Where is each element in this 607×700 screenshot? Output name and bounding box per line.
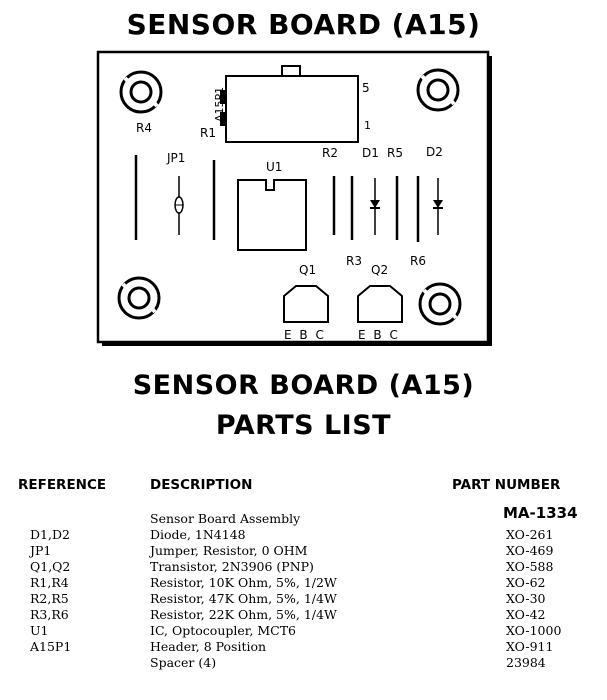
cell-part-number: MA-1334 [503, 504, 578, 522]
label-q2: Q2 [371, 263, 389, 277]
table-row [0, 655, 607, 671]
transistor-q2 [358, 286, 402, 322]
cell-reference: R3,R6 [30, 607, 69, 622]
label-q2-pins: E B C [358, 328, 400, 342]
table-row [0, 591, 607, 607]
label-pin1: 1 [364, 119, 371, 132]
label-r5: R5 [387, 146, 403, 160]
cell-description: Header, 8 Position [150, 639, 267, 654]
label-u1: U1 [266, 160, 283, 174]
cell-description: IC, Optocoupler, MCT6 [150, 623, 296, 638]
table-row [0, 559, 607, 575]
label-r6: R6 [410, 254, 426, 268]
parts-list-title-line2: PARTS LIST [215, 410, 392, 441]
ic-u1 [238, 180, 306, 250]
table-row [0, 543, 607, 559]
label-q1: Q1 [299, 263, 317, 277]
label-pin5: 5 [362, 81, 370, 95]
label-r4: R4 [136, 121, 152, 135]
table-row [0, 607, 607, 623]
transistor-q1 [284, 286, 328, 322]
cell-part-number: XO-30 [506, 591, 546, 606]
cell-reference: JP1 [30, 543, 52, 558]
cell-part-number: XO-261 [506, 527, 554, 542]
table-row [0, 639, 607, 655]
table-row [0, 504, 607, 527]
table-row [0, 575, 607, 591]
cell-reference: A15P1 [30, 639, 72, 654]
cell-reference: R1,R4 [30, 575, 69, 590]
cell-part-number: XO-469 [506, 543, 554, 558]
cell-description: Resistor, 10K Ohm, 5%, 1/2W [150, 575, 337, 590]
cell-reference: U1 [30, 623, 49, 638]
cell-part-number: XO-42 [506, 607, 546, 622]
label-q1-pins: E B C [284, 328, 326, 342]
cell-description: Spacer (4) [150, 655, 217, 670]
sensor-board-diagram [96, 50, 496, 350]
cell-part-number: XO-911 [506, 639, 554, 654]
table-row [0, 527, 607, 543]
cell-description: Resistor, 47K Ohm, 5%, 1/4W [150, 591, 337, 606]
cell-description: Jumper, Resistor, 0 OHM [150, 543, 308, 558]
column-header-description: DESCRIPTION [150, 477, 253, 493]
board-title: SENSOR BOARD (A15) [126, 8, 481, 41]
parts-list-table [0, 504, 607, 671]
cell-part-number: XO-1000 [506, 623, 562, 638]
cell-description: Resistor, 22K Ohm, 5%, 1/4W [150, 607, 337, 622]
cell-description: Diode, 1N4148 [150, 527, 246, 542]
label-r3: R3 [346, 254, 362, 268]
label-r2: R2 [322, 146, 338, 160]
label-jp1: JP1 [167, 151, 186, 165]
label-r1: R1 [200, 126, 216, 140]
table-row [0, 623, 607, 639]
label-a15p1: A15P1 [213, 86, 226, 122]
parts-list-title-line1: SENSOR BOARD (A15) [132, 370, 475, 401]
cell-reference: Q1,Q2 [30, 559, 71, 574]
label-d1: D1 [362, 146, 379, 160]
cell-description: Sensor Board Assembly [150, 511, 301, 526]
column-header-part-number: PART NUMBER [452, 477, 561, 493]
cell-part-number: XO-62 [506, 575, 546, 590]
label-d2: D2 [426, 145, 443, 159]
cell-reference: R2,R5 [30, 591, 69, 606]
column-header-reference: REFERENCE [18, 477, 107, 493]
cell-part-number: 23984 [506, 655, 546, 670]
cell-reference: D1,D2 [30, 527, 70, 542]
header-connector-a15p1 [220, 66, 358, 142]
cell-description: Transistor, 2N3906 (PNP) [150, 559, 314, 574]
cell-part-number: XO-588 [506, 559, 554, 574]
